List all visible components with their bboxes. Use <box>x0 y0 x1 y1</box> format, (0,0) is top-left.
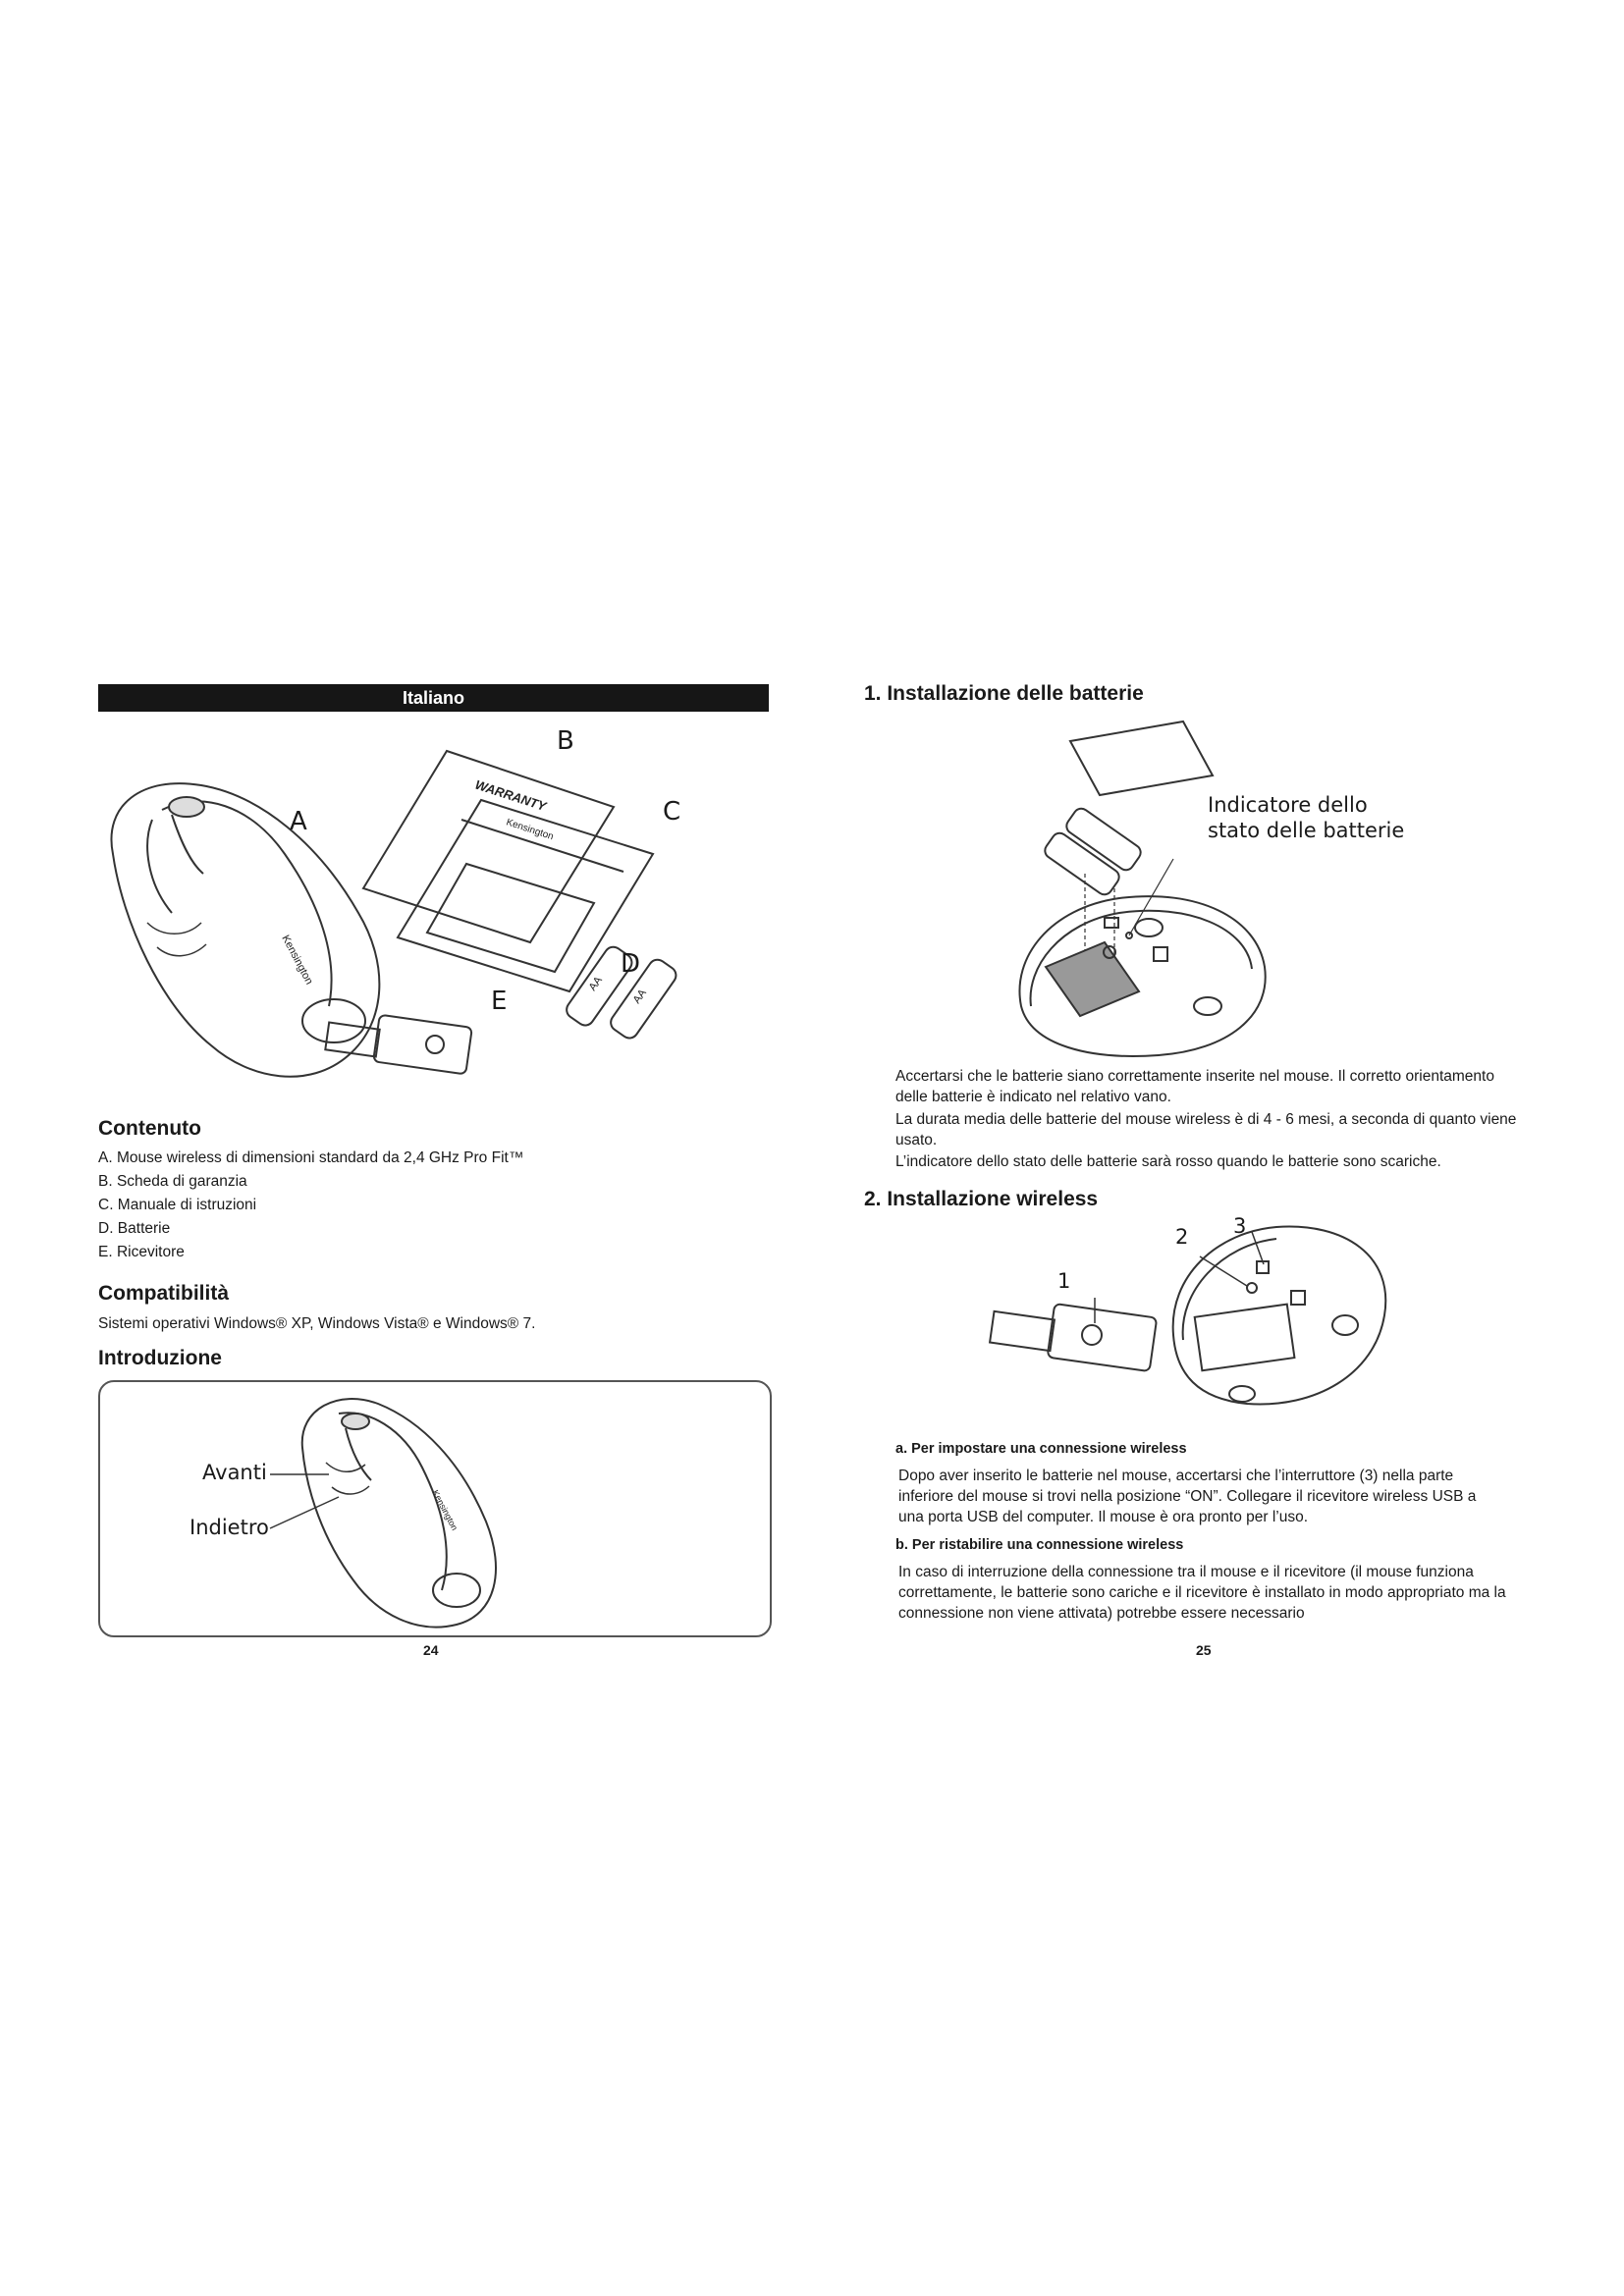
wireless-reconnect-text: In caso di interruzione della connessione tra il mouse e il ricevitore (il mouse funziona correttamente, le batterie sono cariche e il ricevitore è installato in modo appropriato ma la connessione non viene attivata) potrebbe essere necessario <box>898 1564 1506 1622</box>
page-number-left: 24 <box>423 1642 439 1658</box>
wireless-setup-heading: a. Per impostare una connessione wireless <box>895 1441 1187 1457</box>
battery-indicator-label-line2: stato delle batterie <box>1208 819 1405 842</box>
callout-1: 1 <box>1057 1269 1071 1293</box>
wireless-installation-illustration <box>982 1217 1404 1414</box>
callout-3: 3 <box>1233 1214 1247 1238</box>
language-bar: Italiano <box>98 684 769 712</box>
figure-label-b: B <box>557 726 574 756</box>
battery-para-3: L’indicatore dello stato delle batterie sarà rosso quando le batterie sono scariche. <box>895 1153 1441 1170</box>
list-item: B. Scheda di garanzia <box>98 1173 247 1190</box>
battery-text-2: AA <box>630 987 649 1006</box>
receiver-illustration <box>325 1015 472 1075</box>
wireless-setup-text: Dopo aver inserito le batterie nel mouse, accertarsi che l’interruttore (3) nella parte inferiore del mouse si trovi nella posizione “ON”. Collegare il ricevitore wireless USB a una porta USB del computer. Il mouse è ora pronto per l’uso. <box>898 1468 1477 1525</box>
callout-2: 2 <box>1175 1225 1189 1249</box>
wireless-reconnect-heading: b. Per ristabilire una connessione wireless <box>895 1537 1184 1553</box>
figure-label-d: D <box>621 949 641 979</box>
battery-indicator-label-line1: Indicatore dello <box>1208 793 1368 817</box>
wireless-installation-heading: 2. Installazione wireless <box>864 1188 1099 1210</box>
introduction-leader-lines <box>265 1453 363 1531</box>
warranty-card-text: WARRANTY <box>473 776 549 815</box>
figure-label-c: C <box>663 797 681 827</box>
mouse-illustration <box>111 783 379 1077</box>
battery-installation-illustration <box>1011 712 1276 1075</box>
list-item: D. Batterie <box>98 1220 171 1237</box>
introduction-heading: Introduzione <box>98 1347 222 1369</box>
battery-para-1: Accertarsi che le batterie siano correttamente inserite nel mouse. Il corretto orientamento delle batterie è indicato nel relativo vano. <box>895 1068 1494 1105</box>
brand-text-intro: Kensington <box>430 1488 460 1532</box>
battery-para-2: La durata media delle batterie del mouse wireless è di 4 - 6 mesi, a seconda di quanto viene usato. <box>895 1111 1517 1148</box>
contents-heading: Contenuto <box>98 1117 201 1140</box>
usb-receiver-illustration <box>990 1304 1157 1371</box>
mouse-underside-illustration <box>1173 1227 1386 1405</box>
list-item: E. Ricevitore <box>98 1244 185 1260</box>
figure-label-e: E <box>491 987 508 1016</box>
brand-text-mouse: Kensington <box>279 933 315 988</box>
list-item: C. Manuale di istruzioni <box>98 1197 257 1213</box>
list-item: A. Mouse wireless di dimensioni standard da 2,4 GHz Pro Fit™ <box>98 1149 524 1166</box>
compatibility-text: Sistemi operativi Windows® XP, Windows Vista® e Windows® 7. <box>98 1315 536 1332</box>
battery-installation-heading: 1. Installazione delle batterie <box>864 682 1144 705</box>
label-back: Indietro <box>189 1516 269 1539</box>
figure-label-a: A <box>290 807 307 836</box>
brand-text-manual: Kensington <box>505 817 556 843</box>
battery-cover-illustration <box>1070 721 1213 795</box>
label-forward: Avanti <box>202 1461 267 1484</box>
contents-list <box>98 1147 766 1264</box>
page-number-right: 25 <box>1196 1642 1212 1658</box>
battery-text-1: AA <box>586 974 605 993</box>
contents-illustration <box>93 726 781 1099</box>
compatibility-heading: Compatibilità <box>98 1282 230 1305</box>
